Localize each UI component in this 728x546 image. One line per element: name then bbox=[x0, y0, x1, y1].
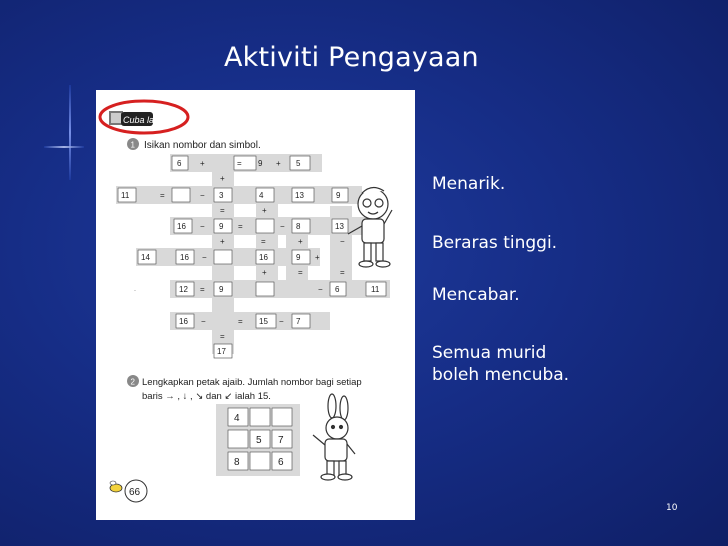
rabbit-character-illustration bbox=[313, 394, 355, 480]
svg-text:16: 16 bbox=[259, 253, 268, 262]
svg-text:+: + bbox=[315, 253, 320, 262]
svg-text:11: 11 bbox=[371, 285, 380, 294]
svg-text:=: = bbox=[220, 206, 225, 215]
svg-text:+: + bbox=[262, 206, 267, 215]
worksheet-figure bbox=[96, 90, 415, 520]
svg-text:=: = bbox=[200, 285, 205, 294]
svg-text:+: + bbox=[200, 159, 205, 168]
svg-text:16: 16 bbox=[180, 253, 189, 262]
svg-text:=: = bbox=[237, 159, 242, 168]
worksheet-page bbox=[96, 90, 415, 520]
badge-cuba-lagi bbox=[100, 101, 188, 133]
svg-text:+: + bbox=[262, 268, 267, 277]
svg-text:=: = bbox=[261, 237, 266, 246]
svg-text:·: · bbox=[134, 288, 136, 294]
magic-square bbox=[216, 404, 300, 476]
svg-text:9: 9 bbox=[258, 159, 263, 168]
svg-text:9: 9 bbox=[219, 285, 224, 294]
svg-text:−: − bbox=[200, 191, 205, 200]
svg-text:9: 9 bbox=[336, 191, 341, 200]
svg-text:−: − bbox=[318, 285, 323, 294]
svg-text:4: 4 bbox=[259, 191, 264, 200]
svg-text:6: 6 bbox=[177, 159, 182, 168]
svg-text:+: + bbox=[276, 159, 281, 168]
bee-icon bbox=[110, 481, 122, 492]
decorative-horizontal-line bbox=[44, 146, 84, 148]
svg-text:=: = bbox=[298, 268, 303, 277]
svg-text:−: − bbox=[280, 222, 285, 231]
slide-title: Aktiviti Pengayaan bbox=[224, 42, 479, 73]
q1-number: 1 bbox=[130, 140, 135, 150]
svg-text:16: 16 bbox=[177, 222, 186, 231]
svg-text:13: 13 bbox=[295, 191, 304, 200]
bullet-1-line-1: Menarik. bbox=[432, 174, 506, 194]
svg-text:=: = bbox=[238, 222, 243, 231]
svg-text:7: 7 bbox=[296, 317, 301, 326]
svg-text:13: 13 bbox=[335, 222, 344, 231]
magic-cell-1: 4 bbox=[234, 413, 240, 424]
bullet-1 bbox=[432, 173, 505, 195]
svg-text:=: = bbox=[238, 317, 243, 326]
magic-cell-6: 7 bbox=[278, 435, 284, 446]
svg-text:11: 11 bbox=[121, 191, 130, 200]
magic-cell-9: 6 bbox=[278, 457, 284, 468]
svg-text:=: = bbox=[340, 268, 345, 277]
svg-text:+: + bbox=[220, 237, 225, 246]
crossword-puzzle bbox=[116, 154, 390, 358]
q2-instruction-line-1: Lengkapkan petak ajaib. Jumlah nombor bagi setiap bbox=[142, 377, 362, 388]
svg-text:6: 6 bbox=[335, 285, 340, 294]
svg-text:−: − bbox=[202, 253, 207, 262]
svg-text:+: + bbox=[298, 237, 303, 246]
magic-cell-7: 8 bbox=[234, 457, 240, 468]
svg-text:8: 8 bbox=[296, 222, 301, 231]
bullet-4 bbox=[432, 342, 569, 386]
svg-text:=: = bbox=[160, 191, 165, 200]
svg-text:=: = bbox=[220, 332, 225, 341]
svg-text:14: 14 bbox=[141, 253, 150, 262]
svg-text:16: 16 bbox=[179, 317, 188, 326]
bullet-2 bbox=[432, 232, 557, 254]
svg-text:−: − bbox=[200, 222, 205, 231]
bullet-4-line-1: Semua murid bbox=[432, 343, 547, 363]
svg-text:17: 17 bbox=[217, 347, 226, 356]
q2-number: 2 bbox=[130, 377, 135, 387]
svg-text:9: 9 bbox=[219, 222, 224, 231]
q1-instruction: Isikan nombor dan simbol. bbox=[144, 140, 261, 151]
svg-text:+: + bbox=[220, 174, 225, 183]
svg-text:15: 15 bbox=[259, 317, 268, 326]
slide-page-number: 10 bbox=[666, 503, 678, 513]
badge-label: Cuba lagi bbox=[123, 115, 162, 125]
bullet-2-line-1: Beraras tinggi. bbox=[432, 233, 558, 253]
bullet-3-line-1: Mencabar. bbox=[432, 285, 520, 305]
decorative-vertical-line bbox=[69, 85, 71, 180]
magic-cell-5: 5 bbox=[256, 435, 262, 446]
svg-text:12: 12 bbox=[179, 285, 188, 294]
svg-text:9: 9 bbox=[296, 253, 301, 262]
svg-text:−: − bbox=[340, 237, 345, 246]
svg-text:−: − bbox=[279, 317, 284, 326]
q2-instruction-line-2: baris → , ↓ , ↘ dan ↙ ialah 15. bbox=[142, 391, 271, 402]
bullet-4-line-2: boleh mencuba. bbox=[432, 365, 570, 385]
svg-text:3: 3 bbox=[219, 191, 224, 200]
svg-text:−: − bbox=[201, 317, 206, 326]
worksheet-page-number: 66 bbox=[129, 487, 141, 498]
bullet-3 bbox=[432, 284, 520, 306]
svg-text:5: 5 bbox=[296, 159, 301, 168]
